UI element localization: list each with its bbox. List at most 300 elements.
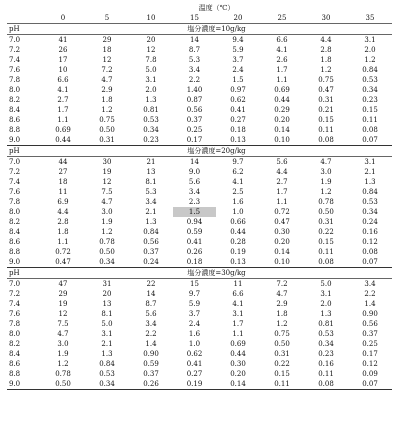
value-cell: 4.7 (101, 198, 113, 206)
value-cell: 2.1 (145, 208, 157, 216)
table-row (7, 369, 392, 379)
value-cell: 0.14 (216, 379, 260, 390)
value-cell: 5.9 (188, 300, 201, 308)
table-row (7, 187, 392, 197)
ph-value-cell: 7.4 (9, 178, 21, 186)
ph-value-cell: 7.0 (9, 158, 21, 166)
ph-value-cell: 8.8 (9, 126, 21, 134)
value-cell: 0.34 (318, 340, 334, 348)
value-cell: 1.4 (364, 300, 376, 308)
value-cell: 1.1 (232, 330, 244, 338)
value-cell: 5.0 (145, 66, 157, 74)
value-cell: 3.4 (145, 198, 157, 206)
ph-value-cell: 7.6 (9, 66, 21, 74)
value-cell: 0.30 (230, 360, 246, 368)
value-cell: 0.08 (304, 379, 348, 390)
value-cell: 0.17 (362, 350, 378, 358)
table-row (7, 339, 392, 349)
table-row (7, 75, 392, 85)
value-cell: 0.11 (362, 116, 378, 124)
value-cell: 1.8 (57, 228, 69, 236)
temperature-column-header: 5 (85, 13, 129, 24)
ph-value-cell: 8.0 (9, 208, 21, 216)
value-cell: 0.97 (230, 86, 246, 94)
value-cell: 0.37 (362, 330, 378, 338)
value-cell: 4.1 (232, 300, 244, 308)
value-cell: 0.50 (274, 340, 290, 348)
value-cell: 12 (58, 310, 68, 318)
value-cell: 0.12 (362, 360, 378, 368)
value-cell: 12 (102, 178, 112, 186)
value-cell: 4.1 (57, 86, 69, 94)
ph-value-cell: 7.8 (9, 320, 21, 328)
value-cell: 1.2 (320, 66, 332, 74)
value-cell: 0.11 (318, 248, 334, 256)
value-cell: 3.1 (101, 330, 113, 338)
value-cell: 2.8 (57, 218, 69, 226)
table-row (7, 55, 392, 65)
value-cell: 0.90 (143, 350, 159, 358)
value-cell: 0.56 (186, 106, 203, 114)
value-cell: 2.3 (188, 198, 201, 206)
value-cell: 1.3 (364, 178, 376, 186)
value-cell: 0.75 (274, 330, 290, 338)
value-cell: 0.21 (318, 106, 334, 114)
table-row (7, 115, 392, 125)
value-cell: 0.30 (274, 228, 290, 236)
table-row (7, 279, 392, 290)
value-cell: 14 (190, 36, 199, 44)
section-header-row (7, 268, 392, 279)
value-cell: 0.34 (362, 86, 378, 94)
value-cell: 0.23 (129, 135, 173, 146)
value-cell: 0.84 (362, 188, 378, 196)
value-cell: 0.72 (55, 248, 71, 256)
table-row (7, 227, 392, 237)
value-cell: 0.31 (318, 96, 334, 104)
value-cell: 1.2 (320, 188, 332, 196)
value-cell: 2.2 (188, 76, 201, 84)
value-cell: 5.9 (232, 46, 244, 54)
value-cell: 11 (233, 280, 243, 288)
value-cell: 0.07 (348, 379, 392, 390)
value-cell: 0.24 (362, 218, 378, 226)
value-cell: 0.50 (99, 126, 115, 134)
value-cell: 1.0 (188, 340, 201, 348)
value-cell: 1.8 (320, 56, 332, 64)
value-cell: 44 (58, 158, 68, 166)
value-cell: 0.12 (362, 238, 378, 246)
value-cell: 2.9 (276, 300, 288, 308)
table-row (7, 217, 392, 227)
value-cell: 0.13 (216, 135, 260, 146)
ph-column-label: pH (7, 268, 41, 279)
value-cell: 1.1 (276, 198, 288, 206)
value-cell: 19 (102, 168, 112, 176)
value-cell: 5.0 (320, 280, 332, 288)
value-cell: 0.34 (143, 126, 159, 134)
temperature-column-header: 20 (216, 13, 260, 24)
value-cell: 0.27 (230, 116, 246, 124)
ph-value-cell: 8.8 (9, 370, 21, 378)
ph-value-cell: 7.6 (9, 188, 21, 196)
value-cell: 26 (58, 46, 68, 54)
value-cell: 3.1 (145, 76, 157, 84)
value-cell: 0.31 (274, 350, 290, 358)
ph-value-cell: 9.0 (7, 379, 41, 390)
value-cell: 0.11 (318, 370, 334, 378)
value-cell: 0.59 (143, 360, 159, 368)
value-cell: 0.20 (274, 238, 290, 246)
ph-value-cell: 7.2 (9, 46, 21, 54)
value-cell: 0.56 (143, 238, 159, 246)
ph-value-cell: 7.6 (9, 310, 21, 318)
value-cell: 0.25 (186, 126, 203, 134)
table-row (7, 197, 392, 207)
value-cell: 0.26 (186, 248, 203, 256)
value-cell: 1.8 (101, 96, 113, 104)
ph-value-cell: 7.0 (9, 36, 21, 44)
value-cell: 0.29 (274, 106, 290, 114)
value-cell: 0.41 (230, 106, 246, 114)
value-cell: 0.41 (186, 360, 203, 368)
value-cell: 6.2 (232, 168, 244, 176)
value-cell: 0.84 (99, 360, 115, 368)
value-cell: 3.4 (188, 66, 201, 74)
value-cell: 7.5 (57, 320, 69, 328)
value-cell: 1.3 (145, 96, 157, 104)
ph-value-cell: 8.4 (9, 350, 21, 358)
value-cell: 10 (58, 66, 68, 74)
value-cell: 12 (146, 46, 156, 54)
ph-value-cell: 8.4 (9, 106, 21, 114)
value-cell: 30 (102, 158, 112, 166)
value-cell: 12 (102, 56, 112, 64)
value-cell: 0.53 (99, 370, 115, 378)
ph-value-cell: 7.2 (9, 290, 21, 298)
value-cell: 47 (58, 280, 68, 288)
value-cell: 15 (190, 280, 199, 288)
value-cell: 1.2 (57, 360, 69, 368)
value-cell: 1.2 (364, 56, 376, 64)
value-cell: 0.20 (230, 370, 246, 378)
value-cell: 0.84 (143, 228, 159, 236)
table-row (7, 85, 392, 95)
value-cell: 0.19 (230, 248, 246, 256)
value-cell: 3.7 (188, 310, 201, 318)
value-cell: 0.78 (318, 198, 334, 206)
value-cell: 0.08 (304, 135, 348, 146)
value-cell: 8.1 (145, 178, 157, 186)
value-cell: 4.7 (276, 290, 288, 298)
section-header-row (7, 146, 392, 157)
salinity-section-title: 塩分濃度=20g/kg (41, 146, 392, 157)
value-cell: 2.9 (101, 86, 113, 94)
value-cell: 0.10 (260, 257, 304, 268)
value-cell: 2.6 (276, 56, 288, 64)
value-cell: 0.44 (230, 228, 246, 236)
value-cell: 2.0 (364, 46, 376, 54)
value-cell: 0.15 (274, 370, 290, 378)
value-cell: 1.9 (57, 350, 69, 358)
ph-value-cell: 8.6 (9, 360, 21, 368)
value-cell: 3.0 (101, 208, 113, 216)
value-cell: 11 (58, 188, 68, 196)
value-cell: 1.1 (57, 116, 69, 124)
ph-value-cell: 7.8 (9, 76, 21, 84)
value-cell: 4.7 (101, 76, 113, 84)
value-cell: 1.5 (232, 76, 244, 84)
value-cell: 4.4 (276, 168, 288, 176)
value-cell: 0.50 (318, 208, 334, 216)
value-cell: 0.34 (85, 379, 129, 390)
value-cell: 8.7 (188, 46, 201, 54)
value-cell: 18 (102, 46, 112, 54)
value-cell: 2.1 (364, 168, 376, 176)
table-row (7, 349, 392, 359)
value-cell: 5.6 (188, 178, 201, 186)
highlighted-value-cell: 1.5 (173, 207, 216, 217)
temperature-column-header: 35 (348, 13, 392, 24)
ph-column-label: pH (7, 146, 41, 157)
ph-value-cell: 8.0 (9, 330, 21, 338)
value-cell: 3.0 (57, 340, 69, 348)
value-cell: 1.6 (232, 198, 244, 206)
value-cell: 0.78 (55, 370, 71, 378)
value-cell: 0.69 (230, 340, 246, 348)
value-cell: 9.0 (188, 168, 201, 176)
value-cell: 5.6 (276, 158, 288, 166)
temperature-column-header: 10 (129, 13, 173, 24)
value-cell: 1.6 (188, 330, 201, 338)
table-row (7, 299, 392, 309)
value-cell: 14 (190, 158, 199, 166)
ammonia-table-sheet (7, 3, 392, 390)
value-cell: 9.7 (188, 290, 201, 298)
value-cell: 6.6 (276, 36, 288, 44)
value-cell: 0.13 (216, 257, 260, 268)
value-cell: 1.2 (276, 320, 288, 328)
value-cell: 1.0 (232, 208, 244, 216)
table-row (7, 247, 392, 257)
value-cell: 5.0 (101, 320, 113, 328)
value-cell: 14 (146, 290, 156, 298)
value-cell: 7.2 (101, 66, 113, 74)
value-cell: 4.1 (276, 46, 288, 54)
ph-value-cell: 8.2 (9, 340, 21, 348)
value-cell: 1.9 (101, 218, 113, 226)
table-row (7, 105, 392, 115)
value-cell: 1.2 (101, 228, 113, 236)
ph-value-cell: 8.6 (9, 116, 21, 124)
value-cell: 0.08 (362, 248, 378, 256)
value-cell: 0.16 (362, 228, 378, 236)
value-cell: 0.44 (41, 135, 85, 146)
value-cell: 1.9 (320, 178, 332, 186)
value-cell: 4.7 (320, 158, 332, 166)
value-cell: 0.25 (362, 340, 378, 348)
salinity-section-title: 塩分濃度=30g/kg (41, 268, 392, 279)
value-cell: 0.23 (318, 350, 334, 358)
value-cell: 0.07 (348, 135, 392, 146)
value-cell: 0.31 (85, 135, 129, 146)
temperature-header-row (7, 3, 392, 13)
value-cell: 0.08 (304, 257, 348, 268)
value-cell: 0.69 (274, 86, 290, 94)
table-row (7, 379, 392, 390)
ph-value-cell: 8.2 (9, 218, 21, 226)
value-cell: 20 (146, 36, 156, 44)
value-cell: 9.7 (232, 158, 244, 166)
value-cell: 0.34 (362, 208, 378, 216)
value-cell: 1.1 (276, 76, 288, 84)
value-cell: 0.81 (318, 320, 334, 328)
value-cell: 0.78 (99, 238, 115, 246)
value-cell: 0.20 (274, 116, 290, 124)
value-cell: 2.0 (320, 300, 332, 308)
ph-value-cell: 7.8 (9, 198, 21, 206)
ph-column-label: pH (7, 24, 41, 35)
value-cell: 5.3 (188, 56, 201, 64)
temperature-column-header: 30 (304, 13, 348, 24)
value-cell: 0.47 (41, 257, 85, 268)
value-cell: 4.4 (320, 36, 332, 44)
value-cell: 0.56 (362, 320, 378, 328)
value-cell: 13 (102, 300, 112, 308)
value-cell: 2.0 (145, 86, 157, 94)
section-header-row (7, 24, 392, 35)
value-cell: 0.15 (362, 106, 378, 114)
value-cell: 20 (102, 290, 112, 298)
ph-value-cell: 7.2 (9, 168, 21, 176)
value-cell: 0.50 (41, 379, 85, 390)
value-cell: 0.11 (260, 379, 304, 390)
value-cell: 22 (146, 280, 156, 288)
value-cell: 0.18 (173, 257, 216, 268)
value-cell: 0.53 (318, 330, 334, 338)
value-cell: 3.1 (364, 36, 376, 44)
value-cell: 2.8 (320, 46, 332, 54)
value-cell: 2.2 (364, 290, 376, 298)
value-cell: 6.6 (232, 290, 244, 298)
ph-value-cell: 8.2 (9, 96, 21, 104)
value-cell: 1.3 (320, 310, 332, 318)
value-cell: 2.1 (101, 340, 113, 348)
table-row (7, 309, 392, 319)
value-cell: 0.94 (186, 218, 203, 226)
value-cell: 4.7 (57, 330, 69, 338)
value-cell: 0.26 (129, 379, 173, 390)
value-cell: 1.8 (276, 310, 288, 318)
value-cell: 0.41 (186, 238, 203, 246)
value-cell: 0.72 (274, 208, 290, 216)
value-cell: 0.10 (260, 135, 304, 146)
value-cell: 0.50 (99, 248, 115, 256)
value-cell: 1.7 (276, 66, 288, 74)
value-cell: 3.0 (320, 168, 332, 176)
value-cell: 3.4 (145, 320, 157, 328)
value-cell: 31 (102, 280, 112, 288)
value-cell: 0.22 (318, 228, 334, 236)
table-row (7, 289, 392, 299)
ph-value-cell: 7.4 (9, 300, 21, 308)
table-row (7, 157, 392, 168)
value-cell: 0.16 (318, 360, 334, 368)
table-row (7, 329, 392, 339)
value-cell: 3.1 (320, 290, 332, 298)
value-cell: 4.4 (57, 208, 69, 216)
value-cell: 5.3 (145, 188, 157, 196)
ph-value-cell: 8.8 (9, 248, 21, 256)
value-cell: 2.4 (188, 320, 201, 328)
value-cell: 9.4 (232, 36, 244, 44)
value-cell: 2.5 (232, 188, 244, 196)
value-cell: 8.1 (101, 310, 113, 318)
value-cell: 6.9 (57, 198, 69, 206)
value-cell: 0.62 (230, 96, 246, 104)
value-cell: 0.37 (143, 370, 159, 378)
ph-value-cell: 8.6 (9, 238, 21, 246)
value-cell: 1.3 (101, 350, 113, 358)
value-cell: 1.40 (186, 86, 203, 94)
value-cell: 0.08 (362, 126, 378, 134)
table-row (7, 237, 392, 247)
ph-value-cell: 9.0 (7, 257, 41, 268)
value-cell: 0.53 (362, 76, 378, 84)
value-cell: 0.44 (274, 96, 290, 104)
table-row (7, 125, 392, 135)
table-row (7, 359, 392, 369)
value-cell: 0.53 (143, 116, 159, 124)
value-cell: 27 (58, 168, 68, 176)
value-cell: 0.15 (318, 116, 334, 124)
value-cell: 18 (58, 178, 68, 186)
value-cell: 0.15 (318, 238, 334, 246)
value-cell: 0.47 (274, 218, 290, 226)
value-cell: 7.8 (145, 56, 157, 64)
value-cell: 0.28 (230, 238, 246, 246)
salinity-section-title: 塩分濃度=10g/kg (41, 24, 392, 35)
value-cell: 0.69 (55, 126, 71, 134)
value-cell: 3.1 (232, 310, 244, 318)
value-cell: 0.75 (99, 116, 115, 124)
temperature-column-header: 0 (41, 13, 85, 24)
value-cell: 2.2 (145, 330, 157, 338)
value-cell: 0.14 (274, 248, 290, 256)
value-cell: 1.3 (145, 218, 157, 226)
value-cell: 0.66 (230, 218, 246, 226)
table-row (7, 65, 392, 75)
value-cell: 0.62 (186, 350, 203, 358)
value-cell: 3.1 (364, 158, 376, 166)
value-cell: 0.31 (318, 218, 334, 226)
value-cell: 0.34 (85, 257, 129, 268)
value-cell: 0.17 (173, 135, 216, 146)
value-cell: 1.1 (57, 238, 69, 246)
value-cell: 0.19 (173, 379, 216, 390)
table-row (7, 167, 392, 177)
value-cell: 1.7 (57, 106, 69, 114)
table-row (7, 135, 392, 146)
value-cell: 19 (58, 300, 68, 308)
temperature-column-header: 15 (173, 13, 216, 24)
value-cell: 0.75 (318, 76, 334, 84)
value-cell: 1.7 (276, 188, 288, 196)
value-cell: 0.59 (186, 228, 203, 236)
value-cell: 0.53 (362, 198, 378, 206)
value-cell: 0.18 (230, 126, 246, 134)
value-cell: 13 (146, 168, 156, 176)
